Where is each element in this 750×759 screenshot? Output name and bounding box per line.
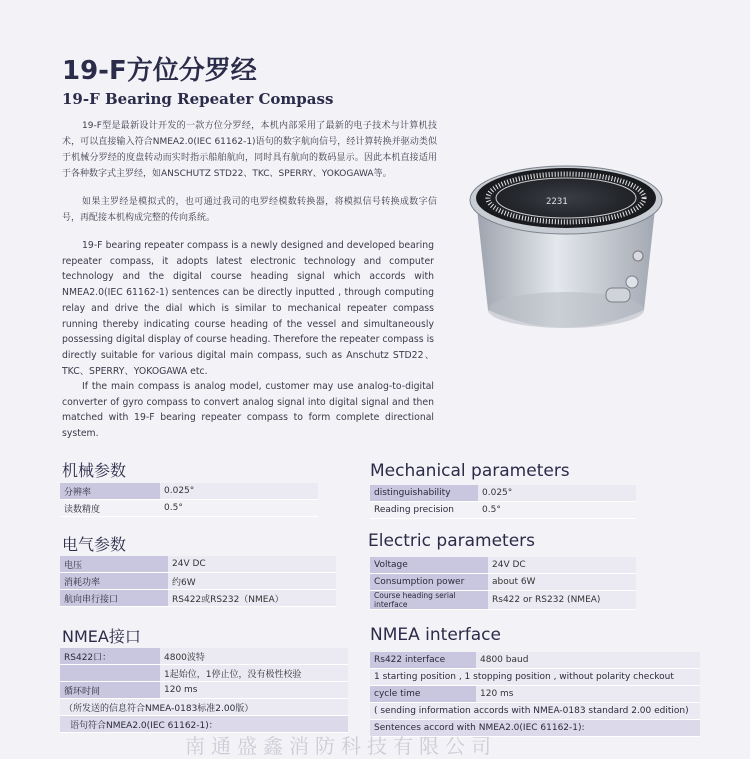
param-label: cycle time	[370, 686, 476, 703]
param-label: 电压	[60, 556, 168, 573]
table-row	[60, 483, 318, 500]
param-note: ( sending information accords with NMEA-0183 standard 2.00 edition)	[370, 703, 700, 720]
intro-en-para-2: If the main compass is analog model, customer may use analog-to-digital converter of gyro compass to convert analog signal into digital signal and then matched with 19-F bearing repeater compass to form complete directional system.	[62, 381, 434, 440]
table-row	[60, 590, 336, 607]
param-value: 120 ms	[160, 682, 348, 699]
param-value: 0.5°	[478, 502, 636, 519]
electric-table-en	[370, 557, 636, 610]
param-value: Rs422 or RS232 (NMEA)	[488, 591, 636, 610]
table-row	[370, 652, 700, 669]
page-title-en: 19-F Bearing Repeater Compass	[62, 90, 334, 108]
mechanical-heading-cn: 机械参数	[62, 461, 127, 480]
table-row	[370, 669, 700, 686]
intro-en-para-1: 19-F bearing repeater compass is a newly designed and developed bearing repeater compass, it adopts latest electronic technology and computer technology and the digital course heading signal which accords with NMEA2.0(IEC 61162-1) sentences can be directly inputted , through computing relay and drive the dial which is similar to mechanical repeater compass running thereby indicating course heading of the vessel and simultaneously possessing digital display of course heading. Therefore the repeater compass is directly suitable for various digital main compass, such as Anschutz STD22、TKC、SPERRY、YOKOGAWA etc.	[62, 240, 434, 377]
nmea-table-en	[370, 652, 700, 737]
table-row	[60, 682, 348, 699]
table-row	[60, 573, 336, 590]
table-row	[60, 500, 318, 517]
param-value: 0.025°	[478, 485, 636, 502]
param-label: 读数精度	[60, 500, 160, 517]
nmea-heading-cn: NMEA接口	[62, 627, 141, 646]
param-value: RS422或RS232（NMEA）	[168, 590, 336, 607]
param-note: Sentences accord with NMEA2.0(IEC 61162-1):	[370, 720, 700, 737]
param-value: 24V DC	[168, 556, 336, 573]
param-label: 航向串行接口	[60, 590, 168, 607]
param-label: Reading precision	[370, 502, 478, 519]
param-value: 4800 baud	[476, 652, 700, 669]
table-row	[60, 556, 336, 573]
electric-heading-cn: 电气参数	[62, 535, 127, 554]
param-label: Rs422 interface	[370, 652, 476, 669]
param-value: 0.5°	[160, 500, 318, 517]
param-label: 分辨率	[60, 483, 160, 500]
param-note: 语句符合NMEA2.0(IEC 61162-1)：	[60, 716, 348, 733]
param-note: 1 starting position , 1 stopping position , without polarity checkout	[370, 669, 700, 686]
mechanical-heading-en: Mechanical parameters	[370, 461, 570, 481]
nmea-table-cn	[60, 648, 348, 733]
param-value: 1起始位，1停止位，没有极性校验	[160, 665, 348, 682]
param-label: 循环时间	[60, 682, 160, 699]
param-label: Voltage	[370, 557, 488, 574]
table-row	[60, 648, 348, 665]
table-row	[370, 686, 700, 703]
table-row	[370, 485, 636, 502]
page-title-cn: 19-F方位分罗经	[62, 56, 257, 86]
table-row	[370, 703, 700, 720]
mechanical-table-en	[370, 485, 636, 519]
param-label: RS422口：	[60, 648, 160, 665]
param-label: Course heading serial interface	[370, 591, 488, 610]
mechanical-table-cn	[60, 483, 318, 517]
param-value: about 6W	[488, 574, 636, 591]
compass-product-image	[466, 160, 666, 350]
param-label	[60, 665, 160, 682]
param-value: 120 ms	[476, 686, 700, 703]
table-row	[60, 699, 348, 716]
table-row	[370, 574, 636, 591]
intro-cn-para-2: 如果主罗经是模拟式的，也可通过我司的电罗经模数转换器，将模拟信号转换成数字信号，再配接本机构成完整的传向系统。	[62, 197, 437, 223]
table-row	[370, 557, 636, 574]
param-label: Consumption power	[370, 574, 488, 591]
param-value: 约6W	[168, 573, 336, 590]
param-note: （所发送的信息符合NMEA-0183标准2.00版）	[60, 699, 348, 716]
param-value: 4800波特	[160, 648, 348, 665]
param-value: 24V DC	[488, 557, 636, 574]
electric-table-cn	[60, 556, 336, 607]
param-label: 消耗功率	[60, 573, 168, 590]
table-row	[370, 502, 636, 519]
intro-cn-para-1: 19-F型是最新设计开发的一款方位分罗经，本机内部采用了最新的电子技术与计算机技术，可以直接输入符合NMEA2.0(IEC 61162-1)语句的数字航向信号，经计算转换并驱动类似于机械分罗经的度盘转动而实时指示船舶航向，同时具有航向的数码显示。因此本机直接适用于各种数字式主罗经，如ANSCHUTZ STD22、TKC、SPERRY、YOKOGAWA等。	[62, 121, 437, 179]
svg-text:2231: 2231	[546, 197, 568, 207]
electric-heading-en: Electric parameters	[368, 531, 536, 551]
param-label: distinguishability	[370, 485, 478, 502]
table-row	[60, 665, 348, 682]
table-row	[370, 591, 636, 610]
param-value: 0.025°	[160, 483, 318, 500]
watermark: 南通盛鑫消防科技有限公司	[185, 734, 497, 758]
nmea-heading-en: NMEA interface	[370, 625, 501, 645]
